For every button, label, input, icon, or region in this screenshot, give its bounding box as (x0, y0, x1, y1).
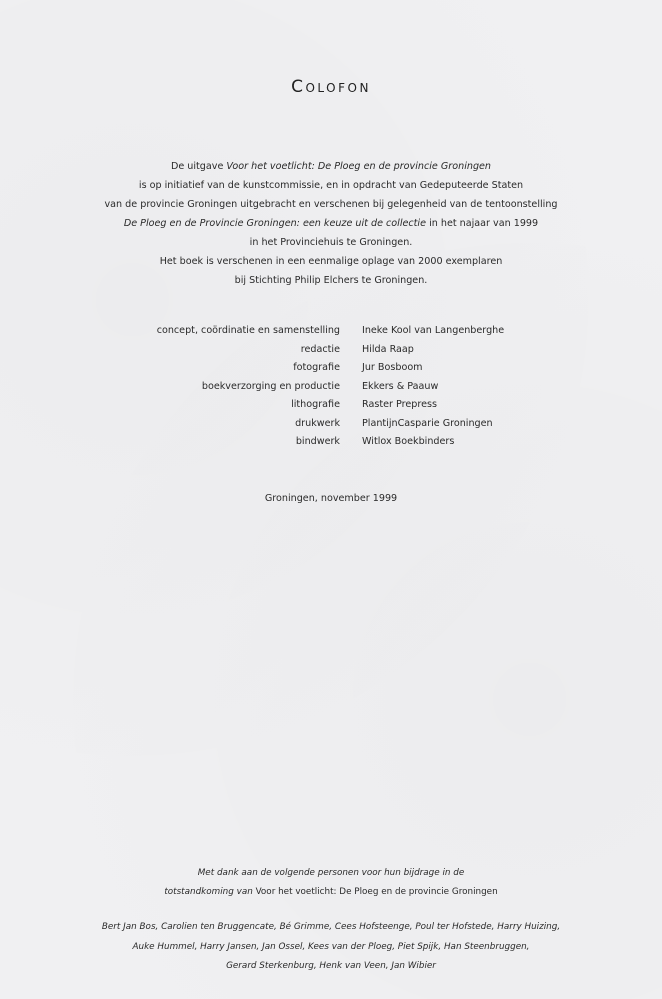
intro-line-3: van de provincie Groningen uitgebracht en verschenen bij gelegenheid van de tentoonstelling (104, 199, 558, 210)
credit-name: PlantijnCasparie Groningen (362, 417, 493, 429)
names-line-2: Auke Hummel, Harry Jansen, Jan Ossel, Kees van der Ploeg, Piet Spijk, Han Steenbruggen, (132, 941, 530, 952)
credit-row (0, 381, 662, 400)
intro-line-6: Het boek is verschenen in een eenmalige oplage van 2000 exemplaren (159, 256, 503, 267)
acknowledged-names (0, 918, 662, 977)
intro-line-1 (0, 157, 662, 176)
intro-line-4-text: in het najaar van 1999 (426, 218, 539, 229)
acknowledgement (0, 864, 662, 902)
credit-row (0, 399, 662, 418)
credit-row (0, 436, 662, 455)
intro-line-7: bij Stichting Philip Elchers te Groningen. (234, 275, 428, 286)
credit-role: lithografie (291, 399, 340, 410)
acknowledgement-line-2 (0, 883, 662, 902)
credits-list (0, 325, 662, 455)
intro-line-1-text: De uitgave (170, 161, 227, 172)
credit-row (0, 325, 662, 344)
book-title: Voor het voetlicht: De Ploeg en de provincie Groningen (226, 161, 492, 172)
names-line-1: Bert Jan Bos, Carolien ten Bruggencate, Bé Grimme, Cees Hofsteenge, Poul ter Hofstede, Harry Huizing, (101, 922, 561, 932)
credit-row (0, 362, 662, 381)
intro-line-2: is op initiatief van de kunstcommissie, en in opdracht van Gedeputeerde Staten (138, 180, 524, 191)
book-title-ack: Voor het voetlicht: De Ploeg en de provincie Groningen (255, 887, 498, 897)
credit-row (0, 418, 662, 437)
acknowledgement-line-2-text: totstandkoming van (164, 887, 256, 897)
intro-line-5: in het Provinciehuis te Groningen. (249, 237, 413, 248)
intro-line-4 (0, 214, 662, 233)
credit-role: fotografie (293, 362, 340, 373)
credit-name: Hilda Raap (362, 343, 414, 355)
credit-role: boekverzorging en productie (201, 380, 340, 392)
acknowledgement-line-1: Met dank aan de volgende personen voor hun bijdrage in de (197, 868, 465, 878)
credit-name: Ineke Kool van Langenberghe (362, 325, 505, 336)
names-line-3: Gerard Sterkenburg, Henk van Veen, Jan Wibier (226, 961, 436, 971)
credit-role: drukwerk (295, 417, 340, 429)
credit-role: concept, coördinatie en samenstelling (156, 325, 340, 336)
credit-name: Ekkers & Paauw (362, 380, 439, 392)
credit-name: Witlox Boekbinders (362, 436, 455, 447)
credit-role: redactie (300, 343, 340, 355)
exhibition-title: De Ploeg en de Provincie Groningen: een keuze uit de collectie (123, 218, 427, 229)
intro-paragraph (0, 157, 662, 290)
credit-row (0, 344, 662, 363)
credit-role: bindwerk (295, 436, 340, 447)
page-title: Colofon (291, 77, 371, 97)
credit-name: Jur Bosboom (362, 362, 423, 373)
dateline: Groningen, november 1999 (264, 493, 398, 504)
credit-name: Raster Prepress (362, 399, 437, 410)
